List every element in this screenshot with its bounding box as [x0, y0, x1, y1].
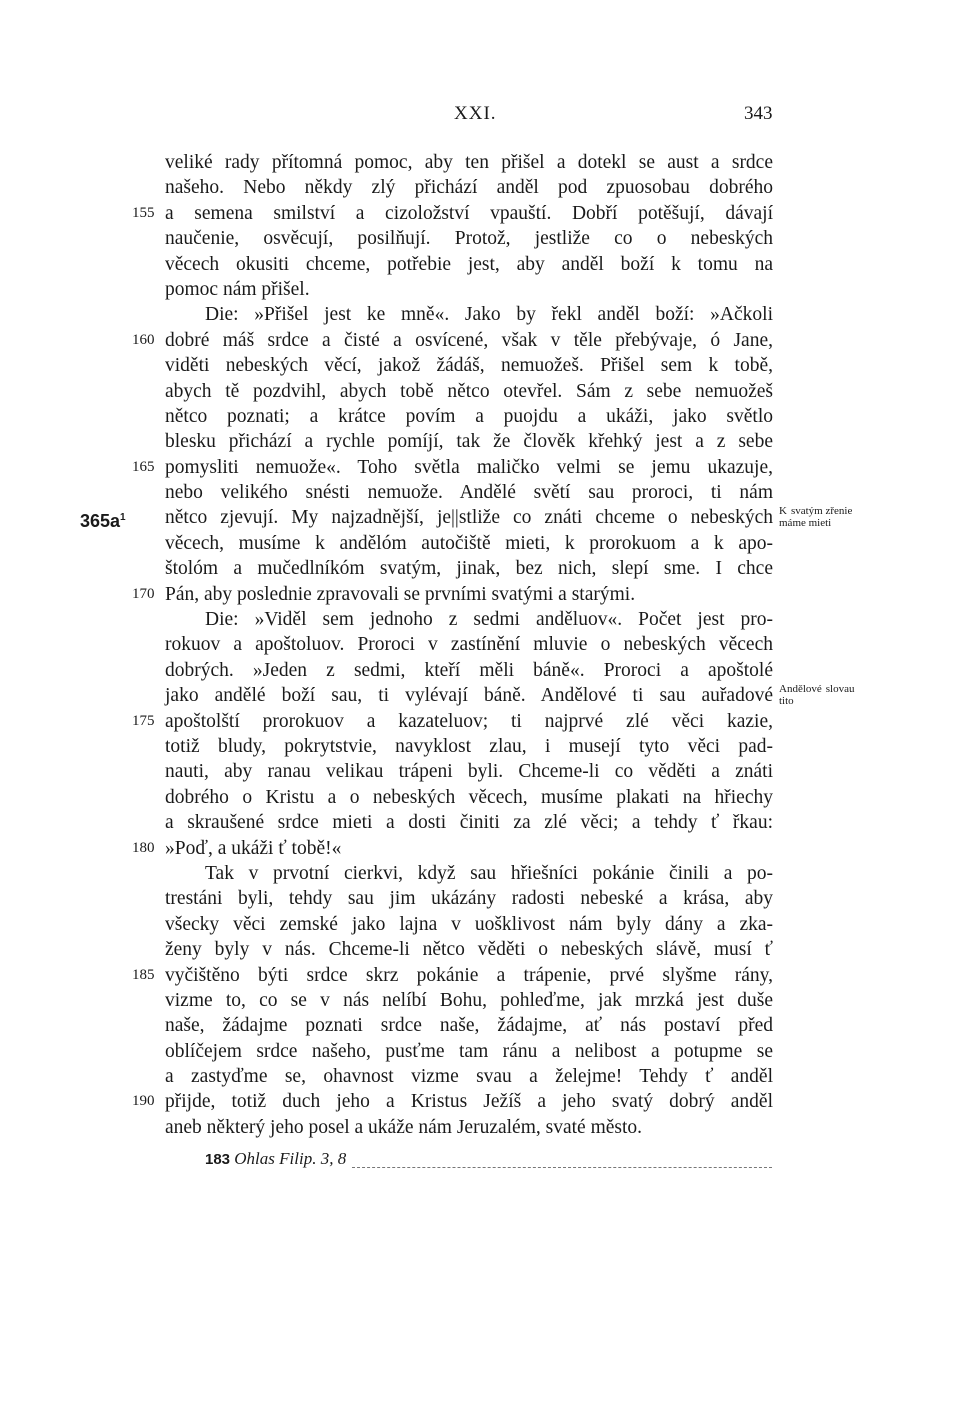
text-line [165, 480, 773, 505]
folio-text: 365a [80, 511, 121, 532]
text-line [132, 836, 773, 861]
line-text: ženy byly v nás. Chceme-li nětco věděti o nebeských slávě, musí ť [165, 939, 773, 961]
main-text [80, 150, 855, 1140]
line-text: našeho. Nebo někdy zlý přichází anděl pod zpuosobau dobrého [165, 177, 773, 199]
text-line [165, 404, 773, 429]
text-line [165, 632, 773, 657]
line-text: vizme to, co se v nás nelíbí Bohu, pohleďme, jak mrzká jest duše [165, 989, 773, 1011]
line-text: přijde, totiž duch jeho a Kristus Ježíš a jeho svatý dobrý anděl [165, 1091, 773, 1113]
text-line [165, 937, 773, 962]
text-line [165, 1064, 773, 1089]
line-text: viděti nebeských věcí, jakož žádáš, nemuožeš. Přišel sem k tobě, [165, 355, 773, 377]
line-number: 180 [132, 839, 155, 856]
margin-note-text: slovau [825, 683, 855, 696]
text-line [132, 455, 773, 480]
text-line [165, 175, 773, 200]
line-text: štolóm a mučedlníkóm svatým, jinak, bez nich, slepí sme. I chce [165, 558, 773, 580]
line-text: pomysliti nemuože«. Toho světla maličko velmi se jemu ukazuje, [165, 456, 773, 478]
line-text: a semena smilství a cizoložství vpauští. Dobří potěšují, dávají [165, 202, 773, 224]
text-line [165, 683, 855, 708]
line-number: 170 [132, 585, 155, 602]
line-text: Pán, aby poslednie zpravovali se prvními svatými a starými. [165, 583, 636, 605]
line-number: 160 [132, 331, 155, 348]
text-line [132, 963, 773, 988]
line-text: Tak v prvotní cierkvi, když sau hřiešníci pokánie činili a po- [205, 862, 773, 884]
margin-note-text: máme mieti [779, 517, 832, 530]
margin-note-1 [779, 505, 889, 529]
line-text: naučenie, osvěcují, posilňují. Protož, jestliže co o nebeských [165, 228, 773, 250]
line-text: a skraušené srdce mieti a dosti činiti za zlé věci; a tehdy ť řkau: [165, 812, 773, 834]
text-line [165, 379, 773, 404]
page-number: 343 [744, 103, 773, 124]
line-number: 185 [132, 966, 155, 983]
footnote [205, 1149, 346, 1169]
line-text: nauti, aby ranau velikau trápeni byli. Chceme-li co věděti a znáti [165, 761, 773, 783]
text-line [165, 531, 773, 556]
text-line [165, 1013, 773, 1038]
text-line [165, 861, 773, 886]
running-header [0, 103, 960, 127]
line-text: trestáni byli, tehdy sau jim ukázány radosti nebeské a krása, aby [165, 888, 773, 910]
text-line [165, 429, 773, 454]
text-line [132, 328, 773, 353]
line-text: dobrého o Kristu a o nebeských věcech, musíme plakati na hřiechy [165, 786, 773, 808]
line-text: totiž bludy, pokrytstvie, navyklost zlau, i musejí tyto věci pad- [165, 735, 773, 757]
footnote-rule [352, 1167, 772, 1168]
line-text: nětco poznati; a krátce povím a puojdu a ukáži, jako světlo [165, 405, 773, 427]
folio-marker [80, 505, 126, 534]
line-text: oblíčejem srdce našeho, pusťme tam ránu a nelibost a potupme se [165, 1040, 773, 1062]
margin-note-text: K [779, 505, 787, 518]
text-line [165, 810, 773, 835]
line-text: veliké rady přítomná pomoc, aby ten přišel a dotekl se aust a srdce [165, 152, 773, 173]
text-line [165, 912, 773, 937]
line-text: apoštolští prorokuov a kazateluov; ti najprvé zlé věci kazie, [165, 710, 773, 732]
line-number: 190 [132, 1093, 155, 1110]
margin-note-2 [779, 683, 889, 707]
line-text: nětco zjevují. My najzadnější, je||stliže co znáti chceme o nebeských [165, 507, 773, 529]
text-line [165, 252, 773, 277]
text-line [165, 277, 773, 302]
line-text: Die: »Přišel jest ke mně«. Jako by řekl anděl boží: »Ačkoli [205, 304, 773, 326]
line-text: abych tě pozdvihl, abych tobě nětco otevřel. Sám z sebe nemuožeš [165, 380, 773, 402]
line-number: 165 [132, 458, 155, 475]
line-number: 175 [132, 712, 155, 729]
line-text: »Poď, a ukáži ť tobě!« [165, 837, 342, 859]
text-line [165, 607, 773, 632]
text-line [80, 505, 853, 532]
text-line [165, 1039, 773, 1064]
text-line [165, 886, 773, 911]
folio-superscript: 1 [120, 512, 126, 524]
line-text: všecky věci zemské jako lajna v uošklivost nám byly dány a zka- [165, 913, 773, 935]
text-line [165, 658, 773, 683]
line-text: věcech okusiti chceme, potřebie jest, aby anděl boží k tomu na [165, 253, 773, 275]
line-text: rokuov a apoštoluov. Proroci v zastínění mluvie o nebeských věcech [165, 634, 773, 656]
line-text: a zastyďme se, ohavnost vizme svau a želejme! Tehdy ť anděl [165, 1066, 773, 1088]
line-text: věcech, musíme k andělóm autočiště mieti, k prorokuom a k apo- [165, 532, 773, 554]
text-line [165, 150, 773, 175]
margin-note-text: Andělové [779, 683, 822, 696]
line-text: dobré máš srdce a čisté a osvícené, však v těle přebývaje, ó Jane, [165, 329, 773, 351]
text-line [165, 785, 773, 810]
text-line [165, 759, 773, 784]
line-text: aneb některý jeho posel a ukáže nám Jeruzalém, svaté město. [165, 1116, 643, 1138]
text-line [165, 556, 773, 581]
line-number: 155 [132, 204, 155, 221]
text-line [132, 201, 773, 226]
line-text: jako andělé boží sau, ti vylévají báně. Andělové ti sau auřadové [165, 685, 773, 707]
text-line [165, 1115, 773, 1140]
line-text: dobrých. »Jeden z sedmi, kteří měli báně«. Proroci a apoštolé [165, 659, 773, 681]
margin-note-text: tito [779, 695, 794, 708]
footnote-number: 183 [205, 1151, 231, 1168]
line-text: blesku přichází a rychle pomíjí, tak že člověk křehký jest a z sebe [165, 431, 773, 453]
line-text: Die: »Viděl sem jednoho z sedmi anděluov«. Počet jest pro- [205, 609, 773, 631]
line-text: naše, žádajme poznati srdce naše, žádajme, ať nás postaví před [165, 1015, 773, 1037]
text-line [132, 709, 773, 734]
text-line [165, 353, 773, 378]
footnote-reference: Ohlas Filip. 3, 8 [234, 1149, 347, 1168]
line-text: vyčištěno býti srdce skrz pokánie a trápenie, prvé slyšme rány, [165, 964, 773, 986]
text-line [165, 734, 773, 759]
chapter-label: XXI. [454, 103, 497, 124]
text-line [132, 582, 773, 607]
text-line [165, 302, 773, 327]
text-line [165, 226, 773, 251]
text-line [165, 988, 773, 1013]
line-text: nebo velikého snésti nemuože. Andělé světí sau proroci, ti nám [165, 482, 773, 504]
line-text: pomoc nám přišel. [165, 278, 310, 300]
text-line [132, 1089, 773, 1114]
margin-note-text: svatým zřenie [790, 505, 853, 518]
